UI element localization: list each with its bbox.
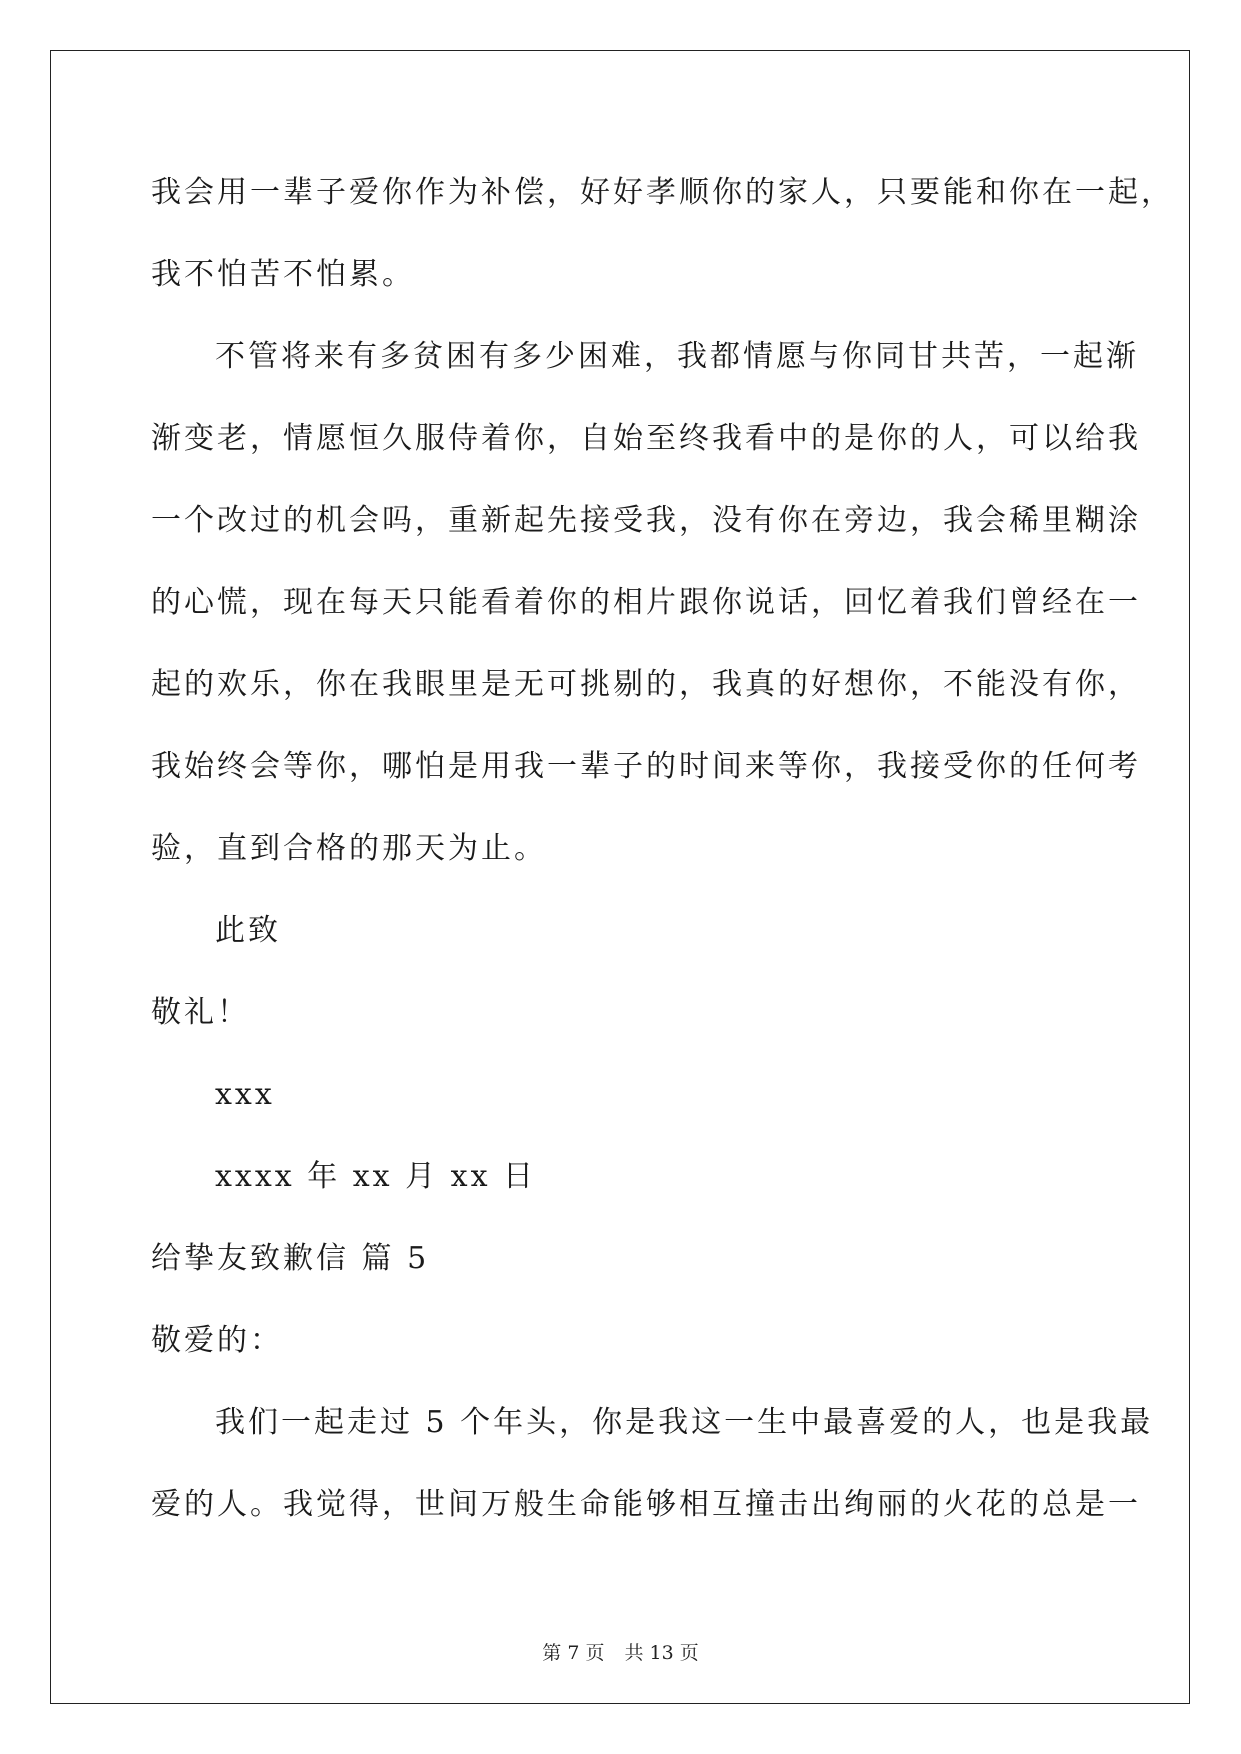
paragraph-line: 验，直到合格的那天为止。 bbox=[151, 831, 547, 866]
paragraph-line: 我们一起走过 5 个年头，你是我这一生中最喜爱的人，也是我最 bbox=[215, 1405, 1154, 1440]
paragraph-line: 我始终会等你，哪怕是用我一辈子的时间来等你，我接受你的任何考 bbox=[151, 749, 1141, 784]
section-heading: 给挚友致歉信 篇 5 bbox=[151, 1241, 430, 1276]
page-footer bbox=[0, 1641, 1241, 1665]
signature-date: xxxx 年 xx 月 xx 日 bbox=[215, 1159, 537, 1194]
paragraph-line: 我会用一辈子爱你作为补偿，好好孝顺你的家人，只要能和你在一起， bbox=[151, 175, 1174, 210]
paragraph-line: 爱的人。我觉得，世间万般生命能够相互撞击出绚丽的火花的总是一 bbox=[151, 1487, 1141, 1522]
page-total: 共 13 页 bbox=[624, 1642, 699, 1664]
paragraph-line: 渐变老，情愿恒久服侍着你，自始至终我看中的是你的人，可以给我 bbox=[151, 421, 1141, 456]
page-number: 第 7 页 bbox=[542, 1642, 605, 1664]
letter-greeting: 敬爱的： bbox=[151, 1323, 283, 1358]
document-body bbox=[151, 158, 1174, 1552]
paragraph-line: 起的欢乐，你在我眼里是无可挑剔的，我真的好想你，不能没有你， bbox=[151, 667, 1141, 702]
closing-regards: 敬礼！ bbox=[151, 995, 250, 1030]
closing-salutation: 此致 bbox=[215, 913, 281, 948]
signature-name: xxx bbox=[215, 1077, 275, 1112]
paragraph-line: 我不怕苦不怕累。 bbox=[151, 257, 415, 292]
paragraph-line: 一个改过的机会吗，重新起先接受我，没有你在旁边，我会稀里糊涂 bbox=[151, 503, 1141, 538]
paragraph-line: 不管将来有多贫困有多少困难，我都情愿与你同甘共苦，一起渐 bbox=[215, 339, 1139, 374]
paragraph-line: 的心慌，现在每天只能看着你的相片跟你说话，回忆着我们曾经在一 bbox=[151, 585, 1141, 620]
